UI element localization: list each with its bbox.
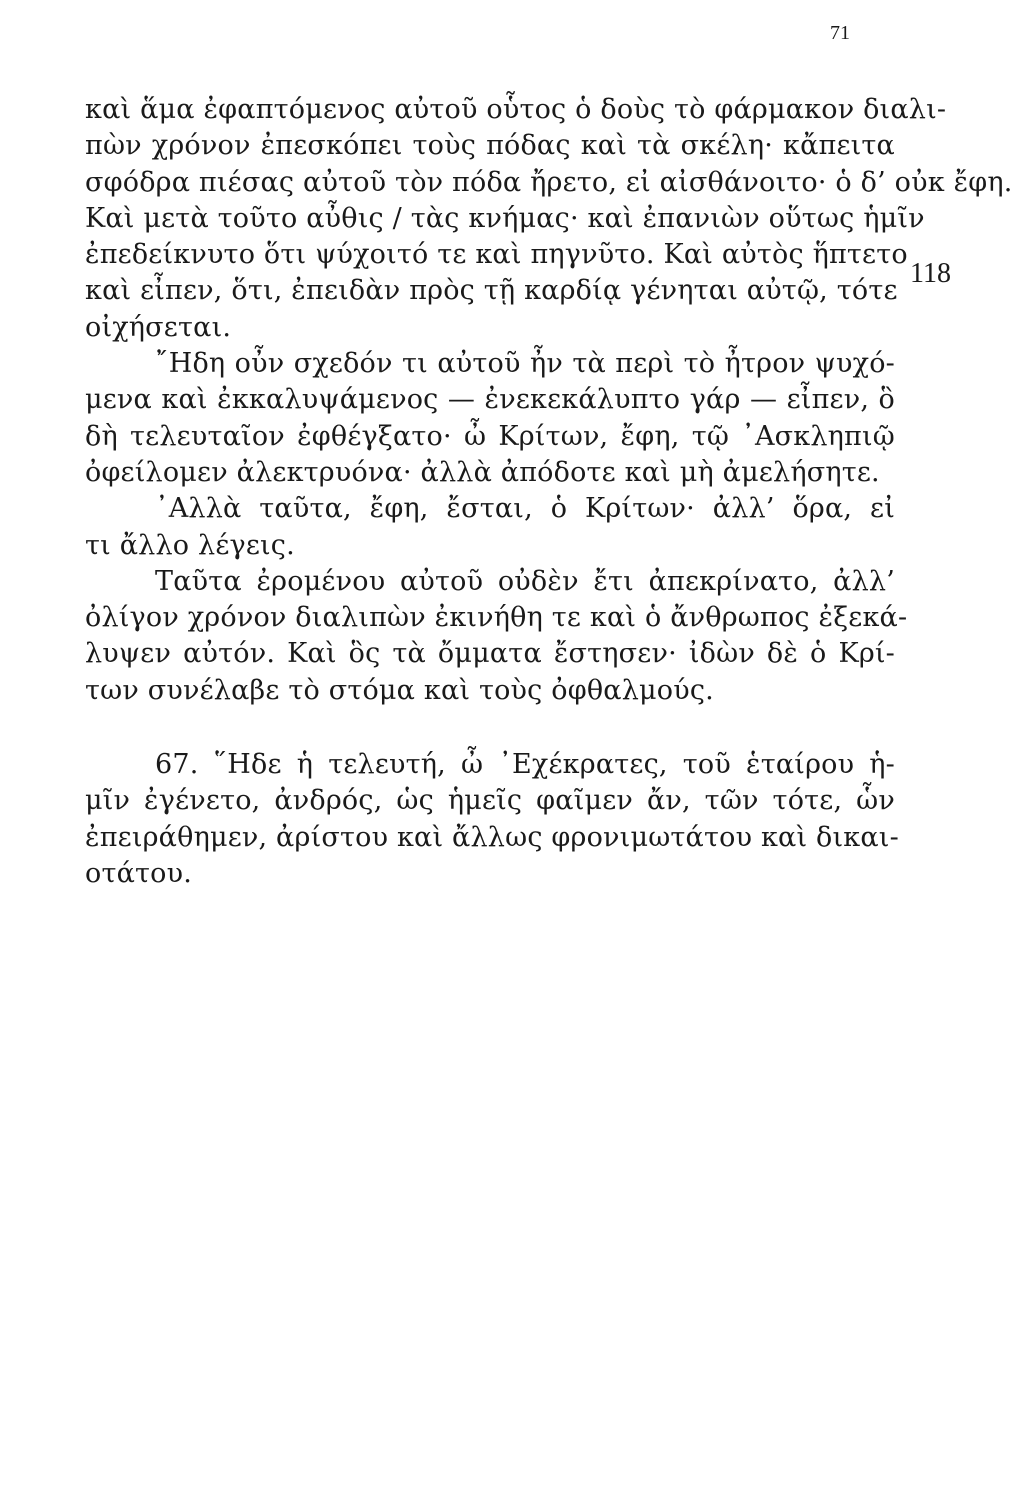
text-line: 67. ῞Ηδε ἡ τελευτή, ὦ ᾿Εχέκρατες, τοῦ ἑταίρου ἡ- [155, 749, 895, 781]
page-number: 71 [830, 22, 850, 44]
section-gap [85, 709, 895, 747]
text-line: τι ἄλλο λέγεις. [85, 529, 295, 561]
text-line: μενα καὶ ἐκκαλυψάμενος — ἐνεκεκάλυπτο γάρ — εἶπεν, ὃ [85, 384, 895, 416]
text-line: των συνέλαβε τὸ στόμα καὶ τοὺς ὀφθαλμούς. [85, 674, 714, 706]
text-line: πὼν χρόνον ἐπεσκόπει τοὺς πόδας καὶ τὰ σκέλη· κἄπειτα [85, 130, 895, 162]
text-line: ὀλίγον χρόνον διαλιπὼν ἐκινήθη τε καὶ ὁ ἄνθρωπος ἐξεκά- [85, 602, 908, 634]
paragraph-2 [85, 346, 895, 491]
text-line: οτάτου. [85, 857, 193, 889]
text-line: μῖν ἐγένετο, ἀνδρός, ὡς ἡμεῖς φαῖμεν ἄν, τῶν τότε, ὧν [85, 785, 895, 817]
paragraph-5 [85, 747, 899, 892]
text-line: οἰχήσεται. [85, 311, 232, 343]
text-line: σφόδρα πιέσας αὐτοῦ τὸν πόδα ἤρετο, εἰ αἰσθάνοιτο· ὁ δ’ οὐκ ἔφη. [85, 166, 1013, 198]
margin-line-number: 118 [910, 258, 951, 289]
text-line: ἐπεδείκνυτο ὅτι ψύχοιτό τε καὶ πηγνῦτο. Καὶ αὐτὸς ἥπτετο [85, 239, 908, 271]
paragraph-4 [85, 564, 908, 709]
text-line: ᾿Αλλὰ ταῦτα, ἔφη, ἔσται, ὁ Κρίτων· ἀλλ’ ὅρα, εἰ [155, 493, 895, 525]
text-line: ὀφείλομεν ἀλεκτρυόνα· ἀλλὰ ἀπόδοτε καὶ μὴ ἀμελήσητε. [85, 456, 880, 488]
text-line: ῎Ηδη οὖν σχεδόν τι αὐτοῦ ἦν τὰ περὶ τὸ ἦτρον ψυχό- [155, 348, 895, 380]
text-line: ἐπειράθημεν, ἀρίστου καὶ ἄλλως φρονιμωτάτου καὶ δικαι- [85, 821, 899, 853]
text-line: Καὶ μετὰ τοῦτο αὖθις / τὰς κνήμας· καὶ ἐπανιὼν οὕτως ἡμῖν [85, 202, 925, 234]
text-line: λυψεν αὐτόν. Καὶ ὃς τὰ ὄμματα ἔστησεν· ἰδὼν δὲ ὁ Κρί- [85, 638, 895, 670]
text-line: καὶ εἶπεν, ὅτι, ἐπειδὰν πρὸς τῇ καρδίᾳ γένηται αὐτῷ, τότε [85, 275, 898, 307]
text-line: Ταῦτα ἐρομένου αὐτοῦ οὐδὲν ἔτι ἀπεκρίνατο, ἀλλ’ [155, 565, 895, 597]
text-line: δὴ τελευταῖον ἐφθέγξατο· ὦ Κρίτων, ἔφη, τῷ ᾿Ασκληπιῷ [85, 420, 895, 452]
paragraph-3 [85, 491, 895, 564]
text-line: καὶ ἅμα ἐφαπτόμενος αὐτοῦ οὗτος ὁ δοὺς τὸ φάρμακον διαλι- [85, 94, 947, 125]
